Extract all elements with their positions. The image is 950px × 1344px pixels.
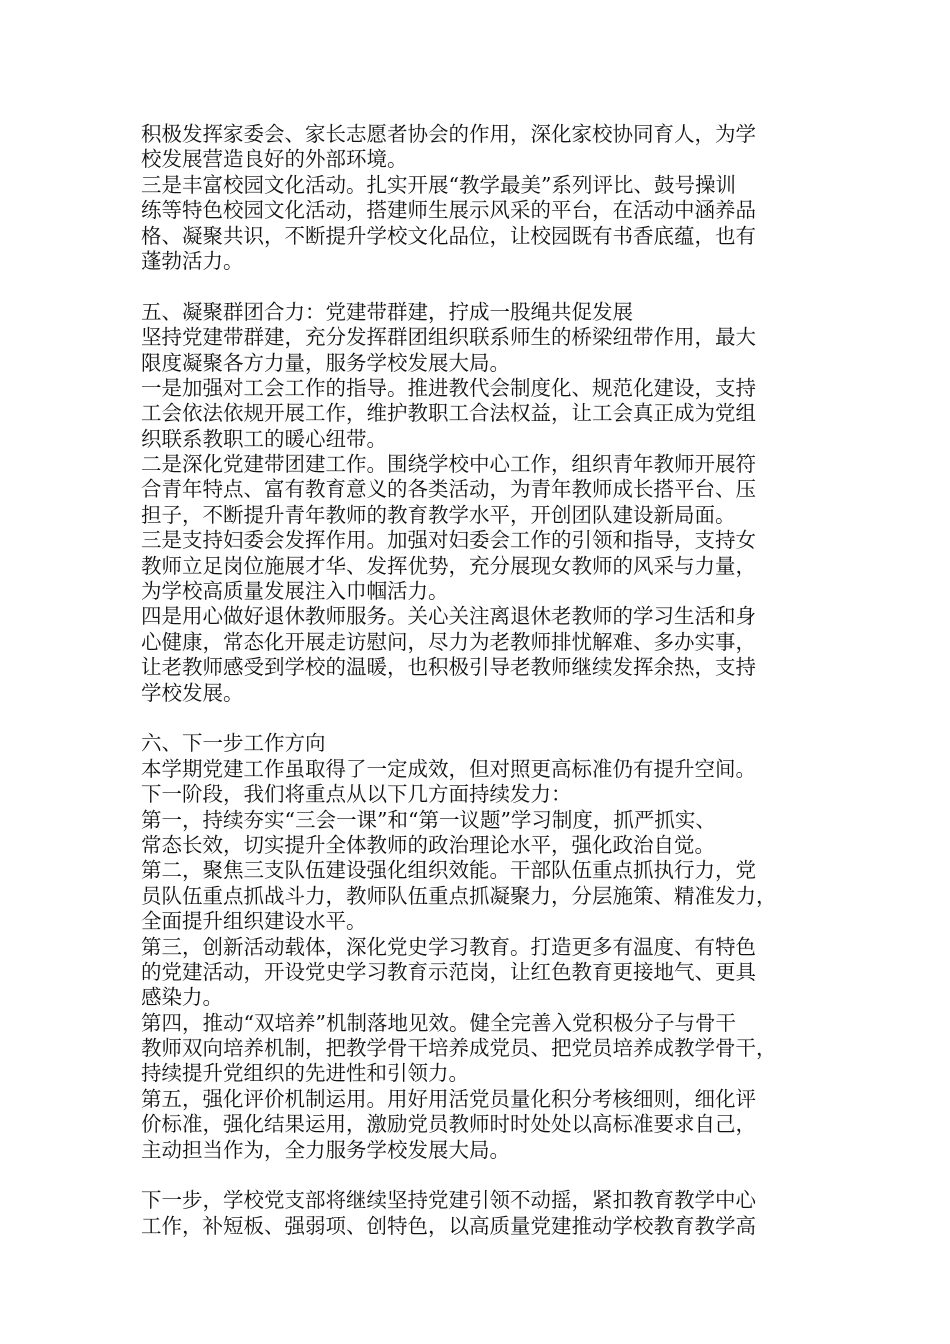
text-line: 织联系教职工的暖心纽带。 bbox=[141, 426, 387, 451]
text-line: 五、凝聚群团合力：党建带群建，拧成一股绳共促发展 bbox=[141, 299, 633, 324]
text-line: 第二，聚焦三支队伍建设强化组织效能。干部队伍重点抓执行力，党 bbox=[141, 858, 756, 883]
text-line: 二是深化党建带团建工作。围绕学校中心工作，组织青年教师开展符 bbox=[141, 452, 756, 477]
text-line: 校发展营造良好的外部环境。 bbox=[141, 147, 408, 172]
text-line: 教师双向培养机制，把教学骨干培养成党员、把党员培养成教学骨干， bbox=[141, 1036, 777, 1061]
text-line: 三是支持妇委会发挥作用。加强对妇委会工作的引领和指导，支持女 bbox=[141, 528, 756, 553]
text-line: 感染力。 bbox=[141, 985, 223, 1010]
text-line: 员队伍重点抓战斗力，教师队伍重点抓凝聚力，分层施策、精准发力， bbox=[141, 883, 777, 908]
text-line: 格、凝聚共识，不断提升学校文化品位，让校园既有书香底蕴，也有 bbox=[141, 223, 756, 248]
blank-line bbox=[141, 706, 821, 731]
text-line: 第五，强化评价机制运用。用好用活党员量化积分考核细则，细化评 bbox=[141, 1086, 756, 1111]
text-line: 蓬勃活力。 bbox=[141, 248, 244, 273]
text-line: 工会依法依规开展工作，维护教职工合法权益，让工会真正成为党组 bbox=[141, 401, 756, 426]
text-line: 学校发展。 bbox=[141, 680, 244, 705]
text-line: 主动担当作为，全力服务学校发展大局。 bbox=[141, 1137, 510, 1162]
text-line: 练等特色校园文化活动，搭建师生展示风采的平台，在活动中涵养品 bbox=[141, 198, 756, 223]
text-line: 第一，持续夯实“三会一课”和“第一议题”学习制度，抓严抓实、 bbox=[141, 807, 716, 832]
blank-line bbox=[141, 1163, 821, 1188]
text-line: 下一阶段，我们将重点从以下几方面持续发力： bbox=[141, 782, 572, 807]
text-line: 工作，补短板、强弱项、创特色，以高质量党建推动学校教育教学高 bbox=[141, 1213, 756, 1238]
text-line: 三是丰富校园文化活动。扎实开展“教学最美”系列评比、鼓号操训 bbox=[141, 172, 736, 197]
text-line: 担子，不断提升青年教师的教育教学水平，开创团队建设新局面。 bbox=[141, 502, 736, 527]
text-line: 四是用心做好退休教师服务。关心关注离退休老教师的学习生活和身 bbox=[141, 604, 756, 629]
text-line: 第三，创新活动载体，深化党史学习教育。打造更多有温度、有特色 bbox=[141, 934, 756, 959]
text-line: 下一步，学校党支部将继续坚持党建引领不动摇，紧扣教育教学中心 bbox=[141, 1188, 756, 1213]
text-line: 的党建活动，开设党史学习教育示范岗，让红色教育更接地气、更具 bbox=[141, 959, 756, 984]
text-line: 限度凝聚各方力量，服务学校发展大局。 bbox=[141, 350, 510, 375]
text-line: 第四，推动“双培养”机制落地见效。健全完善入党积极分子与骨干 bbox=[141, 1010, 736, 1035]
text-line: 合青年特点、富有教育意义的各类活动，为青年教师成长搭平台、压 bbox=[141, 477, 756, 502]
text-line: 持续提升党组织的先进性和引领力。 bbox=[141, 1061, 469, 1086]
text-line: 让老教师感受到学校的温暖，也积极引导老教师继续发挥余热，支持 bbox=[141, 655, 756, 680]
document-body bbox=[141, 122, 821, 1239]
text-line: 教师立足岗位施展才华、发挥优势，充分展现女教师的风采与力量， bbox=[141, 553, 756, 578]
text-line: 心健康，常态化开展走访慰问，尽力为老教师排忧解难、多办实事， bbox=[141, 629, 756, 654]
text-line: 六、下一步工作方向 bbox=[141, 731, 326, 756]
text-line: 常态长效，切实提升全体教师的政治理论水平，强化政治自觉。 bbox=[141, 832, 715, 857]
text-line: 价标准，强化结果运用，激励党员教师时时处处以高标准要求自己， bbox=[141, 1112, 756, 1137]
text-line: 坚持党建带群建，充分发挥群团组织联系师生的桥梁纽带作用，最大 bbox=[141, 325, 756, 350]
text-line: 积极发挥家委会、家长志愿者协会的作用，深化家校协同育人，为学 bbox=[141, 122, 756, 146]
text-line: 本学期党建工作虽取得了一定成效，但对照更高标准仍有提升空间。 bbox=[141, 756, 756, 781]
text-line: 全面提升组织建设水平。 bbox=[141, 909, 367, 934]
text-line: 为学校高质量发展注入巾帼活力。 bbox=[141, 579, 449, 604]
blank-line bbox=[141, 274, 821, 299]
text-line: 一是加强对工会工作的指导。推进教代会制度化、规范化建设，支持 bbox=[141, 375, 756, 400]
